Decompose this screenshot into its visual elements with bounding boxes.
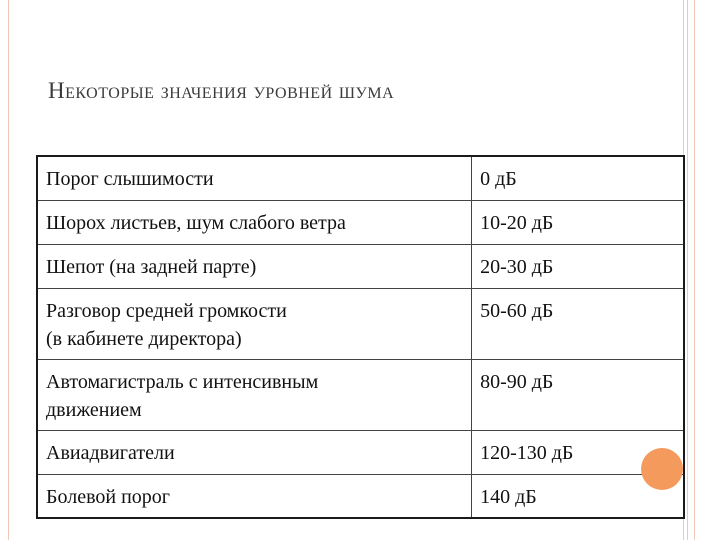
table-row — [37, 244, 684, 288]
noise-source-cell — [37, 288, 472, 359]
noise-level-cell: 10-20 дБ — [472, 200, 684, 244]
noise-levels-table — [36, 155, 685, 519]
noise-source-line: (в кабинете директора) — [46, 327, 242, 350]
noise-level-cell: 0 дБ — [472, 156, 684, 200]
slide-title: Некоторые значения уровней шума — [48, 78, 395, 103]
table-row — [37, 359, 684, 430]
noise-source-cell: Болевой порог — [37, 474, 472, 518]
noise-source-cell: Порог слышимости — [37, 156, 472, 200]
slide-frame-strip — [687, 0, 695, 540]
noise-source-line: Автомагистраль с интенсивным — [46, 370, 319, 393]
noise-level-cell: 20-30 дБ — [472, 244, 684, 288]
noise-level-cell: 80-90 дБ — [472, 359, 684, 430]
table-row — [37, 200, 684, 244]
noise-source-cell: Шепот (на задней парте) — [37, 244, 472, 288]
noise-source-line: движением — [46, 398, 142, 421]
table-row — [37, 430, 684, 474]
table-row — [37, 474, 684, 518]
noise-level-cell: 120-130 дБ — [472, 430, 684, 474]
table-row — [37, 288, 684, 359]
noise-level-cell: 50-60 дБ — [472, 288, 684, 359]
noise-source-cell: Авиадвигатели — [37, 430, 472, 474]
decorative-circle — [641, 448, 683, 490]
noise-level-cell: 140 дБ — [472, 474, 684, 518]
noise-source-line: Разговор средней громкости — [46, 299, 287, 322]
table-row — [37, 156, 684, 200]
noise-source-cell: Шорох листьев, шум слабого ветра — [37, 200, 472, 244]
noise-source-cell — [37, 359, 472, 430]
